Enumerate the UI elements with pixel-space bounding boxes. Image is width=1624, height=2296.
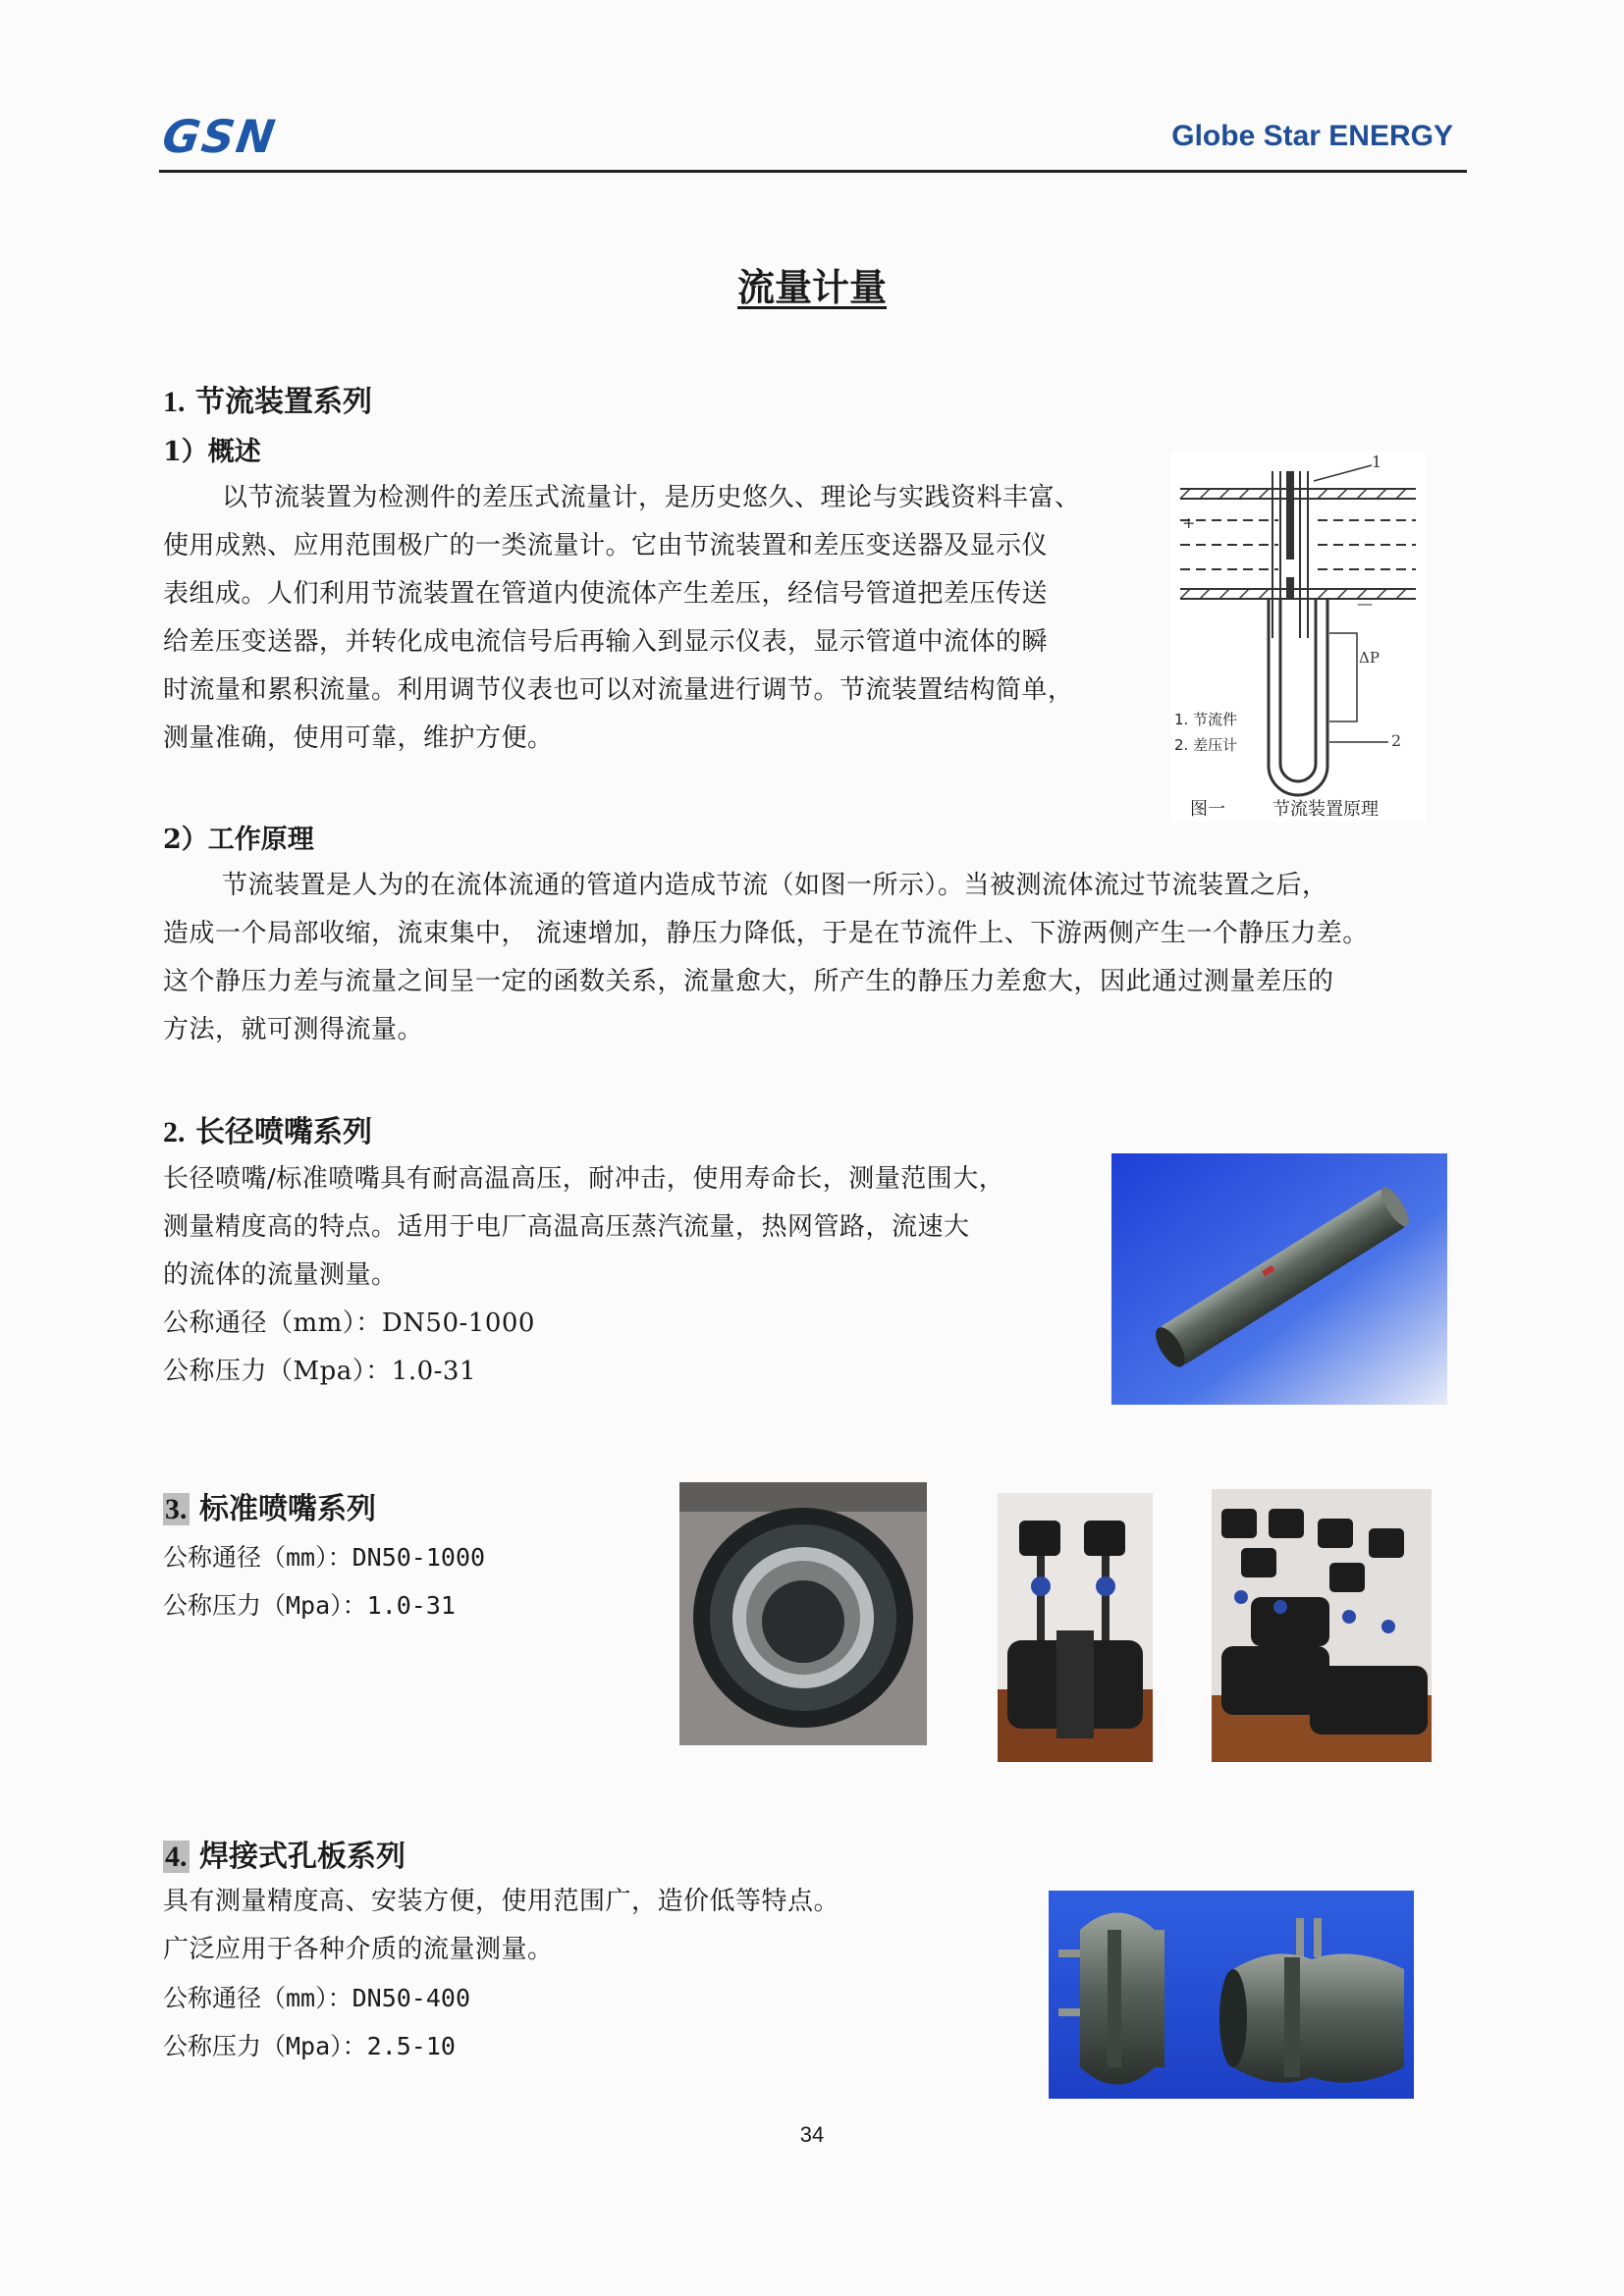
subsection-overview-heading: 1）概述 — [163, 437, 261, 467]
welded-orifice-description — [163, 1878, 1047, 1974]
section-3-heading — [163, 1484, 376, 1527]
welded-orifice-photo — [1049, 1891, 1414, 2099]
standard-nozzle-dn: 公称通径（mm）：DN50-1000 — [163, 1543, 486, 1572]
brand-name: Globe Star ENERGY — [1171, 120, 1453, 152]
section-4-heading — [163, 1832, 406, 1875]
company-logo: GSN — [159, 110, 281, 163]
standard-nozzle-photo-3 — [1212, 1489, 1432, 1762]
principle-line: 造成一个局部收缩，流束集中， 流速增加，静压力降低，于是在节流件上、下游两侧产生一个静压力差。 — [163, 919, 1369, 948]
throttle-principle-diagram — [1170, 452, 1426, 823]
long-nozzle-dn — [163, 1300, 1106, 1348]
header-rule — [159, 170, 1467, 173]
welded-orifice-pn: 公称压力（Mpa）：2.5-10 — [163, 2032, 456, 2060]
overview-paragraph — [163, 474, 1164, 763]
figure-label-2: 2 — [1391, 731, 1402, 750]
section-2-number: 2. — [163, 1116, 186, 1148]
overview-line: 时流量和累积流量。利用调节仪表也可以对流量进行调节。节流装置结构简单， — [163, 675, 1074, 705]
figure-caption-title: 节流装置原理 — [1272, 799, 1379, 820]
dn-label: 公称通径（mm）： — [163, 1308, 382, 1338]
long-nozzle-line: 测量精度高的特点。适用于电厂高温高压蒸汽流量，热网管路，流速大 — [163, 1212, 970, 1242]
figure-plus-sign: + — [1182, 513, 1196, 532]
figure-legend-2: 2. 差压计 — [1174, 736, 1238, 754]
dn-value: DN50-1000 — [381, 1308, 535, 1338]
overview-line: 以节流装置为检测件的差压式流量计，是历史悠久、理论与实践资料丰富、 — [222, 483, 1081, 512]
long-nozzle-line: 长径喷嘴/标准喷嘴具有耐高温高压，耐冲击，使用寿命长，测量范围大， — [163, 1164, 1005, 1194]
standard-nozzle-specs — [163, 1533, 485, 1629]
pn-value: 1.0-31 — [391, 1357, 476, 1386]
overview-line: 给差压变送器，并转化成电流信号后再输入到显示仪表，显示管道中流体的瞬 — [163, 627, 1049, 657]
figure-caption-number: 图一 — [1190, 799, 1225, 820]
section-3-title: 标准喷嘴系列 — [198, 1492, 376, 1526]
figure-legend-1: 1. 节流件 — [1174, 711, 1238, 728]
principle-paragraph — [163, 862, 1479, 1054]
standard-nozzle-pn: 公称压力（Mpa）：1.0-31 — [163, 1591, 456, 1620]
figure-minus-sign: — — [1357, 594, 1373, 613]
figure-label-1: 1 — [1372, 453, 1382, 471]
section-1-title: 节流装置系列 — [194, 385, 372, 419]
long-nozzle-line: 的流体的流量测量。 — [163, 1260, 398, 1290]
subsection-principle-heading: 2）工作原理 — [163, 825, 314, 855]
section-1-heading — [163, 377, 372, 420]
welded-orifice-line: 具有测量精度高、安装方便，使用范围广，造价低等特点。 — [163, 1887, 840, 1916]
principle-line: 节流装置是人为的在流体流通的管道内造成节流（如图一所示）。当被测流体流过节流装置之后， — [222, 871, 1328, 900]
section-4-title: 焊接式孔板系列 — [198, 1840, 406, 1874]
welded-orifice-dn: 公称通径（mm）：DN50-400 — [163, 1984, 471, 2012]
principle-line: 方法，就可测得流量。 — [163, 1015, 424, 1044]
pn-label: 公称压力（Mpa）： — [163, 1357, 392, 1386]
standard-nozzle-photo-1 — [679, 1482, 927, 1745]
section-4-number: 4. — [165, 1841, 188, 1873]
long-nozzle-description — [163, 1155, 1106, 1396]
principle-line: 这个静压力差与流量之间呈一定的函数关系，流量愈大，所产生的静压力差愈大，因此通过测量差压的 — [163, 967, 1334, 996]
section-2-title: 长径喷嘴系列 — [194, 1115, 372, 1149]
page-number: 34 — [799, 2122, 825, 2147]
welded-orifice-line: 广泛应用于各种介质的流量测量。 — [163, 1935, 554, 1964]
section-3-number: 3. — [165, 1493, 188, 1525]
overview-line: 使用成熟、应用范围极广的一类流量计。它由节流装置和差压变送器及显示仪 — [163, 531, 1049, 561]
long-nozzle-pn — [163, 1348, 1106, 1396]
long-nozzle-photo — [1111, 1153, 1447, 1405]
welded-orifice-specs — [163, 1974, 470, 2070]
section-1-number: 1. — [163, 386, 186, 418]
standard-nozzle-photo-2 — [998, 1493, 1153, 1762]
section-2-heading — [163, 1107, 372, 1150]
overview-line: 测量准确，使用可靠，维护方便。 — [163, 723, 554, 753]
overview-line: 表组成。人们利用节流装置在管道内使流体产生差压，经信号管道把差压传送 — [163, 579, 1049, 609]
figure-dp-label: ΔP — [1359, 649, 1380, 667]
page-title: 流量计量 — [736, 265, 887, 309]
